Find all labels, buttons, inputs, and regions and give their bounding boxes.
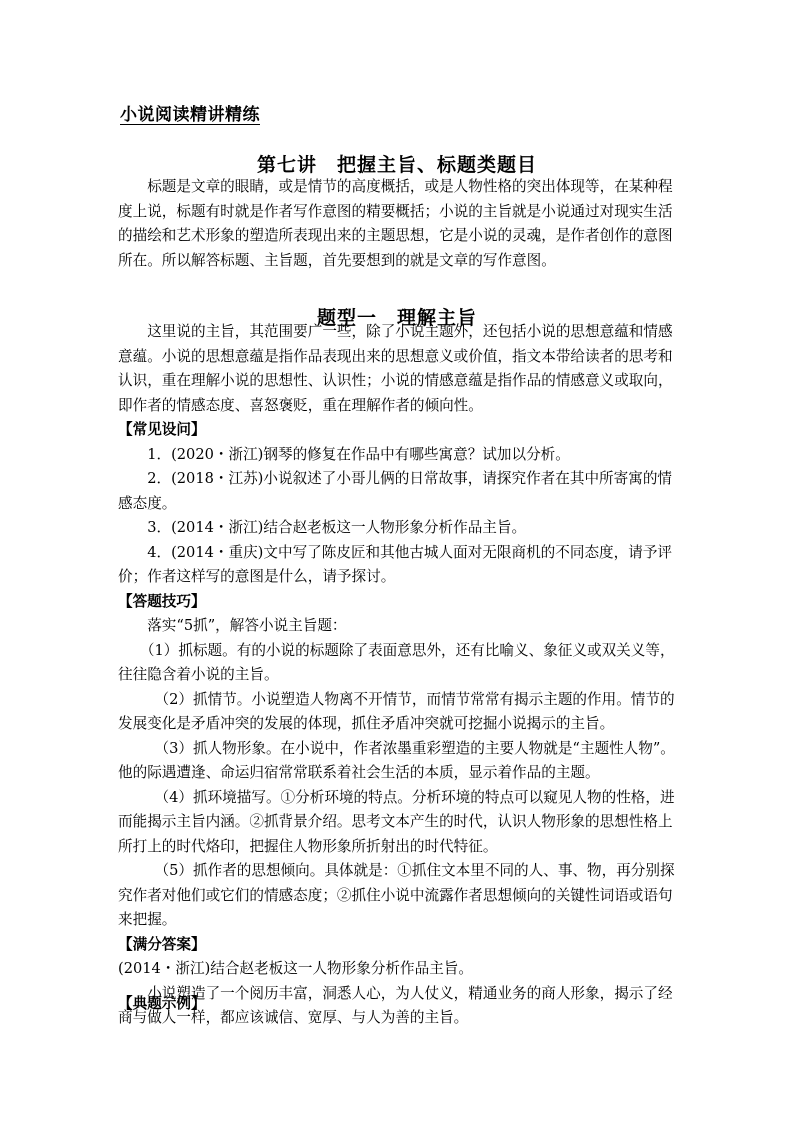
question-item: 1．(2020・浙江)钢琴的修复在作品中有哪些寓意？试加以分析。 bbox=[147, 445, 570, 463]
lecture-title: 第七讲 把握主旨、标题类题目 bbox=[256, 154, 537, 176]
section-intro-paragraph: 这里说的主旨，其范围要广一些，除了小说主题外，还包括小说的思想意蕴和情感意蕴。小说的思想意蕴是指作品表现出来的思想意义或价值，指文本带给读者的思考和认识，重在理解小说的思想性、认识性；小说的情感意蕴是指作品的情感意义或取向，即作者的情感态度、喜怒褒贬，重在理解作者的倾向性。 bbox=[118, 323, 673, 414]
technique-item: （1）抓标题。有的小说的标题除了表面意思外，还有比喻义、象征义或双关义等，往往隐含着小说的主旨。 bbox=[118, 641, 675, 683]
common-questions-heading: 【常见设问】 bbox=[118, 421, 206, 438]
question-item: 3．(2014・浙江)结合赵老板这一人物形象分析作品主旨。 bbox=[147, 519, 527, 536]
full-marks-heading: 【满分答案】 bbox=[118, 935, 206, 953]
technique-item: （4）抓环境描写。①分析环境的特点。分析环境的特点可以窥见人物的性格，进而能揭示主旨内涵。②抓背景介绍。思考文本产生的时代，认识人物形象的思想性格上所打上的时代烙印，把握住人物形象所折射出的时代特征。 bbox=[118, 788, 675, 855]
document-title: 小说阅读精讲精练 bbox=[120, 105, 260, 125]
examples-heading: 【典题示例】 bbox=[118, 995, 206, 1012]
question-item: 2．(2018・江苏)小说叙述了小哥儿俩的日常故事，请探究作者在其中所寄寓的情感态度。 bbox=[118, 470, 673, 512]
intro-block bbox=[118, 175, 678, 273]
techniques-heading: 【答题技巧】 bbox=[118, 592, 206, 610]
intro-paragraph: 标题是文章的眼睛，或是情节的高度概括，或是人物性格的突出体现等，在某种程度上说，标题有时就是作者写作意图的精要概括；小说的主旨就是小说通过对现实生活的描绘和艺术形象的塑造所表现出来的主题思想，它是小说的灵魂，是作者创作的意图所在。所以解答标题、主旨题，首先要想到的就是文章的写作意图。 bbox=[118, 178, 673, 269]
technique-item: （2）抓情节。小说塑造人物离不开情节，而情节常常有揭示主题的作用。情节的发展变化是矛盾冲突的发展的体现，抓住矛盾冲突就可挖掘小说揭示的主旨。 bbox=[118, 690, 675, 732]
full-marks-question: (2014・浙江)结合赵老板这一人物形象分析作品主旨。 bbox=[118, 960, 473, 977]
section-body bbox=[118, 320, 678, 1031]
technique-item: （5）抓作者的思想倾向。具体就是：①抓住文本里不同的人、事、物，再分别探究作者对他们或它们的情感态度；②抓住小说中流露作者思想倾向的关键性词语或语句来把握。 bbox=[118, 862, 675, 928]
question-item: 4．(2014・重庆)文中写了陈皮匠和其他古城人面对无限商机的不同态度，请予评价；作者这样写的意图是什么，请予探讨。 bbox=[118, 543, 673, 585]
techniques-lead: 落实“5抓”，解答小说主旨题： bbox=[147, 617, 347, 634]
technique-item: （3）抓人物形象。在小说中，作者浓墨重彩塑造的主要人物就是“主题性人物”。他的际遇遭逢、命运归宿常常联系着社会生活的本质，显示着作品的主题。 bbox=[118, 739, 675, 781]
full-marks-answer: 小说塑造了一个阅历丰富，洞悉人心，为人仗义，精通业务的商人形象，揭示了经商与做人一样，都应该诚信、宽厚、与人为善的主旨。 bbox=[118, 984, 673, 1026]
section-title: 题型一 理解主旨 bbox=[316, 307, 477, 329]
